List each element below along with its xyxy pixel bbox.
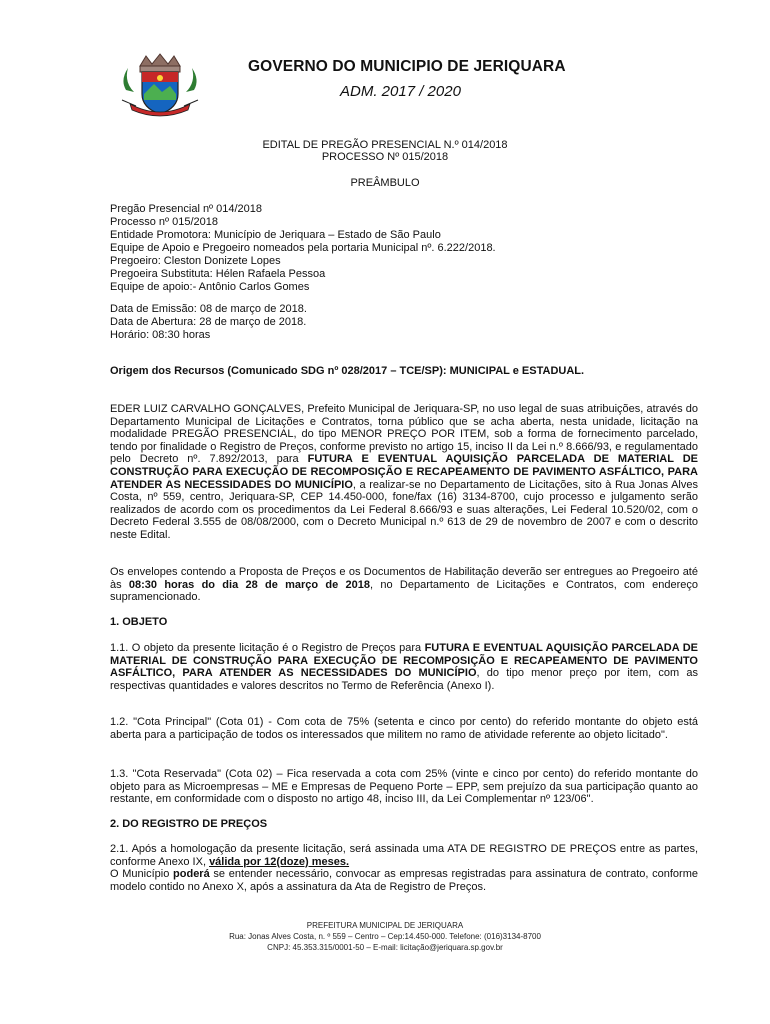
registro-poder-bold: poderá (173, 868, 210, 880)
objeto-1-1-text: 1.1. O objeto da presente licitação é o Registro de Preços para (110, 642, 425, 654)
info-line: Pregoeira Substituta: Hélen Rafaela Pessoa (110, 268, 326, 280)
footer-address: Rua: Jonas Alves Costa, n. º 559 – Centro – Cep:14.450-000. Telefone: (016)3134-8700 (229, 932, 541, 941)
info-line: Equipe de Apoio e Pregoeiro nomeados pela portaria Municipal nº. 6.222/2018. (110, 242, 496, 254)
envelopes-paragraph (110, 566, 698, 604)
preambulo-heading: PREÂMBULO (350, 177, 420, 189)
edital-number: EDITAL DE PREGÃO PRESENCIAL N.º 014/2018 (262, 139, 508, 151)
envelopes-text: Os envelopes contendo a Proposta de Preços e os Documentos de Habilitação deverão ser entregues ao Pregoeiro até às (110, 566, 698, 591)
opening-time: Horário: 08:30 horas (110, 329, 211, 341)
resource-origin (110, 365, 698, 378)
process-number: PROCESSO Nº 015/2018 (321, 151, 449, 163)
envelopes-deadline: 08:30 horas do dia 28 de março de 2018 (128, 578, 371, 591)
government-title: GOVERNO DO MUNICIPIO DE JERIQUARA (248, 58, 566, 75)
objeto-1-2: 1.2. "Cota Principal" (Cota 01) - Com cota de 75% (setenta e cinco por cento) do referido montante do objeto está aberta para a participação de todos os interessados que militem no ramo de atividade referente ao objeto licitado". (110, 716, 698, 741)
page-footer (0, 920, 770, 953)
dates-list (110, 303, 698, 342)
info-line: Pregão Presencial nº 014/2018 (110, 203, 263, 215)
section-objeto-heading (110, 616, 698, 629)
intro-text: EDER LUIZ CARVALHO GONÇALVES, Prefeito Municipal de Jeriquara-SP, no uso legal de suas atribuições, através do Departamento Municipal de Licitações e Contratos, torna público que se acha aberta, nesta unidade, licitação na modalidade PREGÃO PRESENCIAL, do tipo MENOR PREÇO POR ITEM, sob a forma de fornecimento parcelado, tendo por finalidade o Registro de Preços, conforme previsto no artigo 15, inciso II da Lei n.º 8.666/93, e regulamentado pelo Decreto nº. 7.892/2013, para (110, 403, 698, 466)
info-line: Equipe de apoio:- Antônio Carlos Gomes (110, 281, 310, 293)
intro-paragraph (110, 403, 698, 542)
footer-contact: CNPJ: 45.353.315/0001-50 – E-mail: licitação@jeriquara.sp.gov.br (267, 943, 503, 952)
info-line: Pregoeiro: Cleston Donizete Lopes (110, 255, 281, 267)
info-line: Entidade Promotora: Município de Jeriquara – Estado de São Paulo (110, 229, 441, 241)
registro-text-rest: se entender necessário, convocar as empresas registradas para assinatura de contrato, conforme modelo contido no Anexo X, após a assinatura da Ata de Registro de Preços. (110, 868, 698, 893)
administration-period: ADM. 2017 / 2020 (340, 83, 461, 100)
edital-heading (0, 139, 770, 163)
envelopes-text-rest: , no Departamento de Licitações e Contratos, com endereço supramencionado. (110, 578, 698, 604)
opening-date: Data de Abertura: 28 de março de 2018. (110, 316, 307, 328)
section-objeto-title: 1. OBJETO (110, 616, 168, 628)
section-registro-title: 2. DO REGISTRO DE PREÇOS (110, 818, 268, 830)
objeto-1-3: 1.3. "Cota Reservada" (Cota 02) – Fica reservada a cota com 25% (vinte e cinco por cento) do referido montante do objeto para as Microempresas – ME e Empresas de Pequeno Porte – EPP, sem prejuízo da sua participação quanto ao restante, em conformidade com o disposto no artigo 48, inciso III, da Lei Complementar nº 123/06". (110, 768, 698, 806)
intro-text-rest: , a realizar-se no Departamento de Licitações, sito à Rua Jonas Alves Costa, nº 559, centro, Jeriquara-SP, CEP 14.450-000, fone/fax (16) 3134-8700, cujo processo e julgamento serão realizados de acordo com os procedimentos da Lei Federal 8.666/93 e suas alterações, Lei Federal 10.520/02, com o Decreto Federal 3.555 de 08/08/2000, com o Decreto Municipal n.º 613 de 29 de novembro de 2007 e com o descrito neste Edital. (110, 478, 698, 541)
registro-2-1-b (110, 868, 698, 893)
section-registro-heading (110, 818, 698, 831)
registro-2-1 (110, 843, 698, 868)
intro-object-bold: FUTURA E EVENTUAL AQUISIÇÃO PARCELADA DE MATERIAL DE CONSTRUÇÃO PARA EXECUÇÃO DE RECOMPOSIÇÃO E RECAPEAMENTO DE PAVIMENTO ASFÁLTICO, PARA ATENDER AS NECESSIDADES DO MUNICÍPIO (110, 453, 698, 491)
objeto-1-1-rest: , do tipo menor preço por item, com as respectivas quantidades e valores descritos no Termo de Referência (Anexo I). (110, 667, 698, 692)
objeto-1-1-bold: FUTURA E EVENTUAL AQUISIÇÃO PARCELADA DE MATERIAL DE CONSTRUÇÃO PARA EXECUÇÃO DE RECOMPOSIÇÃO E RECAPEAMENTO DE PAVIMENTO ASFÁLTICO, PARA ATENDER AS NECESSIDADES DO MUNICÍPIO (110, 642, 699, 680)
resource-origin-text: Origem dos Recursos (Comunicado SDG nº 028/2017 – TCE/SP): MUNICIPAL e ESTADUAL. (110, 365, 585, 377)
footer-org-name: PREFEITURA MUNICIPAL DE JERIQUARA (306, 921, 464, 930)
emission-date: Data de Emissão: 08 de março de 2018. (110, 303, 307, 315)
registro-validity: válida por 12(doze) meses. (209, 855, 350, 868)
registro-text: O Município (110, 868, 174, 880)
objeto-1-1 (110, 642, 698, 692)
municipal-coat-of-arms (116, 50, 204, 120)
info-line: Processo nº 015/2018 (110, 216, 218, 228)
registro-2-1-text: 2.1. Após a homologação da presente licitação, será assinada uma ATA DE REGISTRO DE PREÇOS entre as partes, conforme Anexo IX, (110, 843, 698, 868)
info-list (110, 203, 698, 294)
